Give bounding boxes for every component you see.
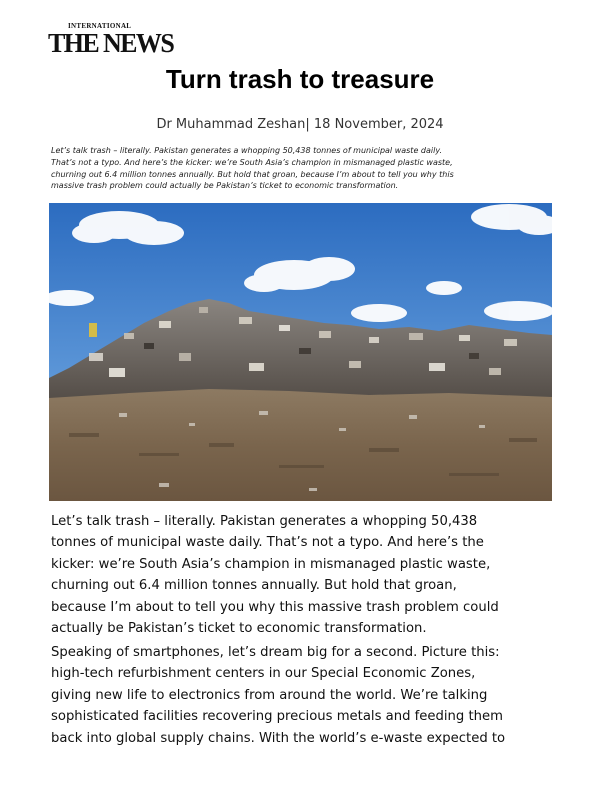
article-byline: Dr Muhammad Zeshan| 18 November, 2024 bbox=[156, 117, 444, 132]
landfill-photo bbox=[49, 203, 552, 501]
article-title: Turn trash to treasure bbox=[165, 64, 435, 94]
article-paragraph: Speaking of smartphones, let’s dream big for a second. Picture this: high-tech refurbishment centers in our Special Economic Zones, giving new life to electronics from around the world. We’re talking sophisticated facilities recovering precious metals and feeding them back into global supply chains. With the world’s e-waste expected to bbox=[51, 645, 506, 746]
article-paragraph: Let’s talk trash – literally. Pakistan generates a whopping 50,438 tonnes of municipal waste daily. That’s not a typo. And here’s the kicker: we’re South Asia’s champion in mismanaged plastic waste, churning out 6.4 million tonnes annually. But hold that groan, because I’m about to tell you why this massive trash problem could actually be Pakistan’s ticket to economic transformation. bbox=[51, 514, 499, 637]
article-summary: Let’s talk trash – literally. Pakistan generates a whopping 50,438 tonnes of municipal waste daily. That’s not a typo. And here’s the kicker: we’re South Asia’s champion in mismanaged plastic waste, churning out 6.4 million tonnes annually. But hold that groan, because I’m about to tell you why this massive trash problem could actually be Pakistan’s ticket to economic transformation. bbox=[51, 146, 454, 191]
landfill-photo-graphic bbox=[49, 203, 552, 501]
newspaper-masthead bbox=[48, 22, 174, 60]
masthead-name: THE NEWS bbox=[48, 28, 174, 59]
masthead-top-line: INTERNATIONAL bbox=[68, 22, 132, 30]
